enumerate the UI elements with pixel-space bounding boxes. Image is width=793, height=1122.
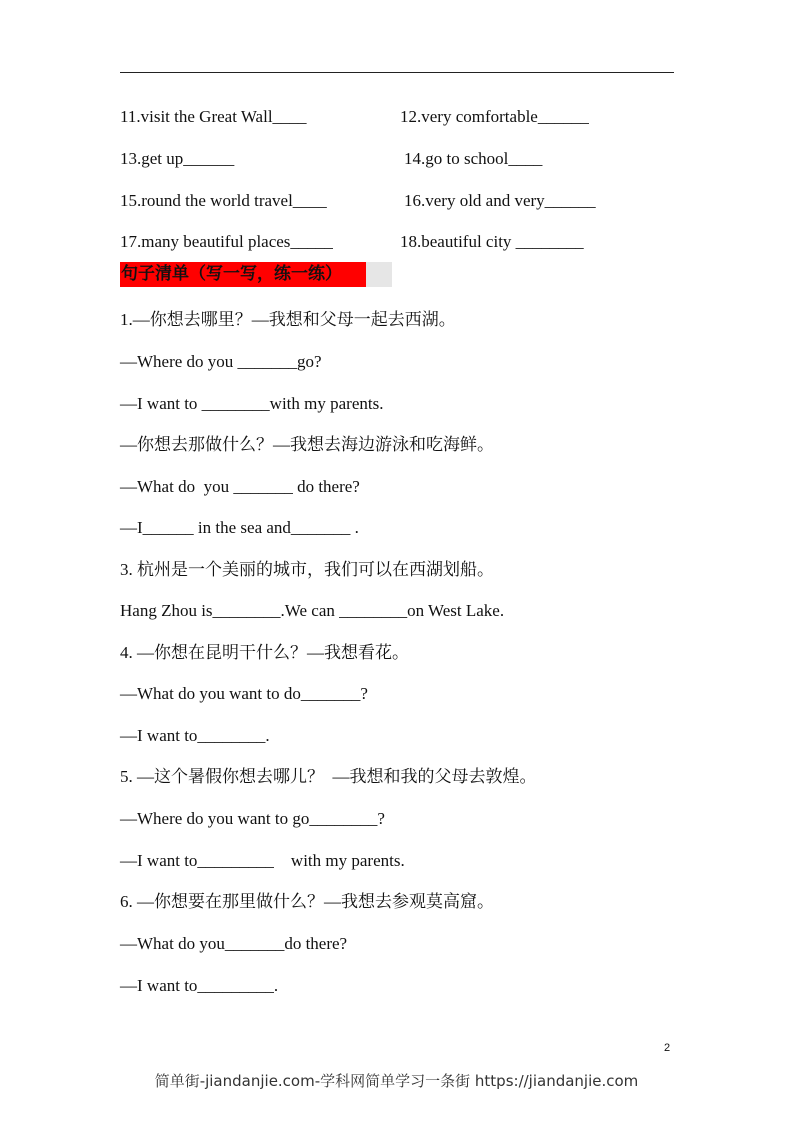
header-rule (120, 72, 674, 73)
sentence-line: 1.—你想去哪里？—我想和父母一起去西湖。 (120, 310, 456, 329)
section-heading (120, 262, 392, 287)
vocab-item-16: 16.very old and very______ (404, 191, 596, 210)
sentence-line: —What do you _______ do there? (120, 477, 360, 496)
sentence-line: —I want to_________. (120, 976, 279, 995)
vocab-item-15: 15.round the world travel____ (120, 191, 327, 210)
vocab-item-12: 12.very comfortable______ (400, 107, 589, 126)
sentence-line: —What do you_______do there? (120, 934, 348, 953)
footer-watermark: 简单街-jiandanjie.com-学科网简单学习一条街 https://jiandanjie.com (154, 1072, 639, 1090)
sentence-line: —I want to________. (120, 726, 270, 745)
section-heading-shade (366, 262, 392, 287)
sentence-line: —I want to_________ with my parents. (120, 851, 405, 870)
sentence-line: 6. —你想要在那里做什么？—我想去参观莫高窟。 (120, 892, 494, 911)
sentence-line: Hang Zhou is________.We can ________on West Lake. (120, 601, 505, 620)
vocab-item-11: 11.visit the Great Wall____ (120, 107, 307, 126)
sentence-line: 3. 杭州是一个美丽的城市，我们可以在西湖划船。 (120, 560, 494, 579)
vocab-item-13: 13.get up______ (120, 149, 235, 168)
sentence-line: —What do you want to do_______? (120, 684, 368, 703)
sentence-line: —Where do you _______go? (120, 352, 322, 371)
sentence-line: —Where do you want to go________? (120, 809, 385, 828)
page-number: 2 (664, 1042, 671, 1054)
sentence-line: —I______ in the sea and_______ . (120, 518, 359, 537)
sentence-line: 5. —这个暑假你想去哪儿？ —我想和我的父母去敦煌。 (120, 767, 537, 786)
vocab-item-18: 18.beautiful city ________ (400, 232, 584, 251)
vocab-item-14: 14.go to school____ (404, 149, 543, 168)
sentence-line: 4. —你想在昆明干什么？—我想看花。 (120, 643, 409, 662)
sentence-line: —I want to ________with my parents. (120, 394, 384, 413)
section-heading-text: 句子清单（写一写，练一练） (121, 264, 342, 283)
sentence-line: —你想去那做什么？—我想去海边游泳和吃海鲜。 (120, 435, 494, 454)
vocab-item-17: 17.many beautiful places_____ (120, 232, 333, 251)
